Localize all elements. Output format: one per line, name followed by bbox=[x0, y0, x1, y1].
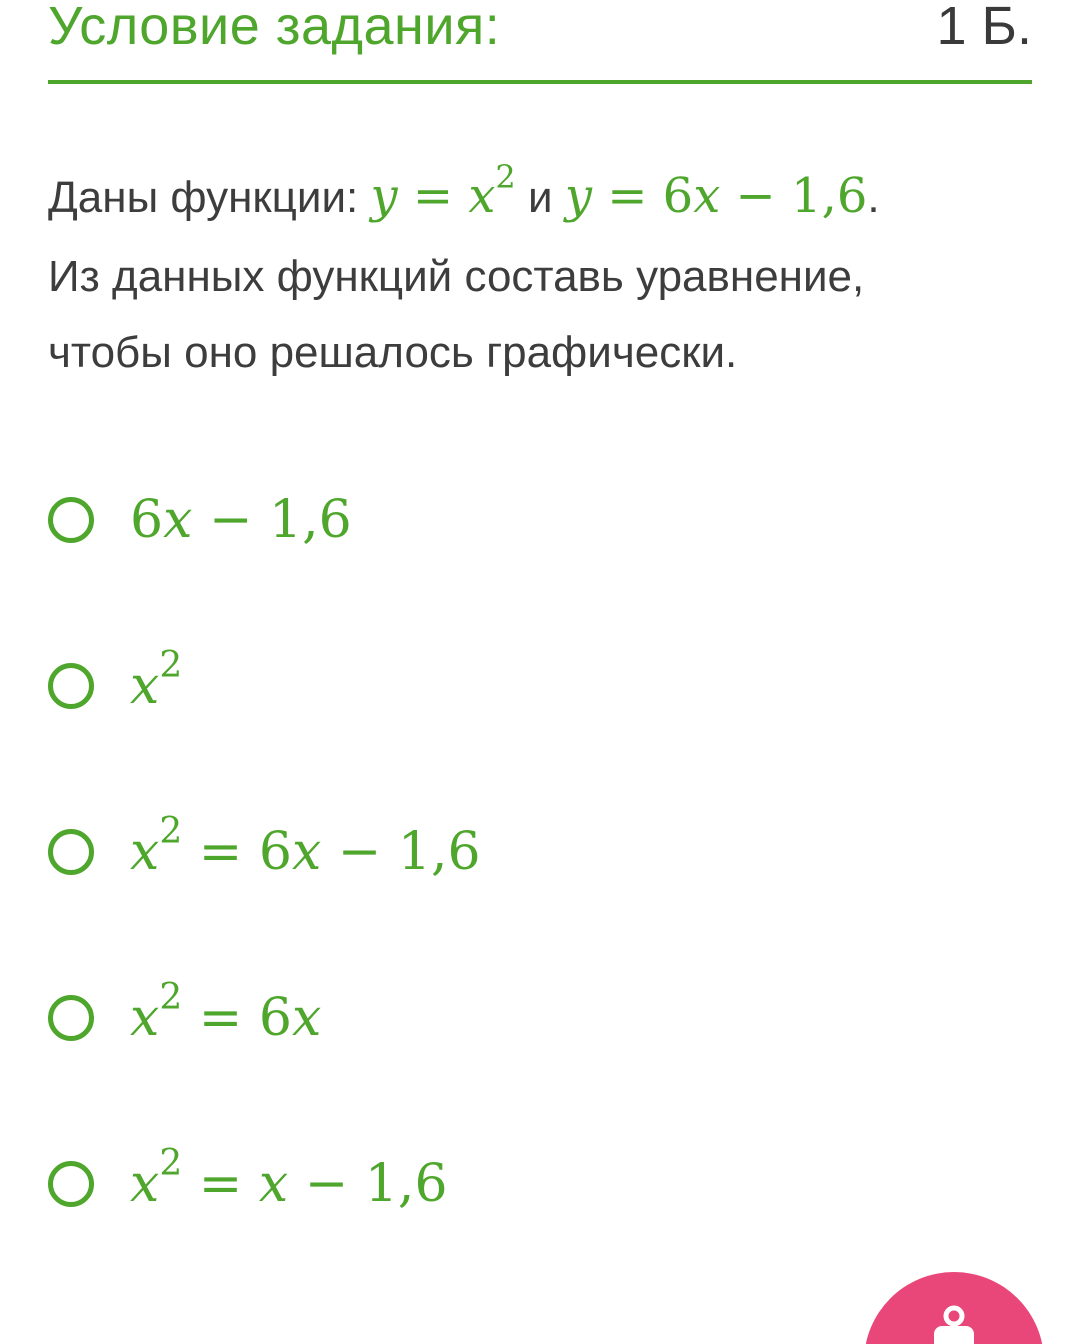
lock-icon bbox=[924, 1304, 984, 1344]
answer-formula: 6x − 1,6 bbox=[130, 490, 352, 550]
radio-icon[interactable] bbox=[48, 663, 94, 709]
question-period: . bbox=[867, 173, 880, 222]
answer-option-3[interactable] bbox=[48, 802, 481, 902]
task-points: 1 Б. bbox=[936, 0, 1032, 56]
answer-formula: $x^2 = 6x$ bbox=[130, 977, 322, 1048]
question-line-1 bbox=[48, 158, 1032, 239]
question-intro: Даны функции: bbox=[48, 173, 371, 222]
answer-formula: $x^2 = x - 1,6$ bbox=[130, 1143, 448, 1214]
answer-formula: $x^2$ bbox=[130, 645, 183, 716]
floating-action-button[interactable] bbox=[864, 1272, 1044, 1344]
radio-icon[interactable] bbox=[48, 829, 94, 875]
question-conjunction: и bbox=[515, 173, 565, 222]
function-1: $y = x^2$ bbox=[370, 158, 516, 224]
task-title: Условие задания: bbox=[48, 0, 501, 56]
question-text bbox=[48, 158, 1032, 391]
function-2: y = 6x − 1,6 bbox=[564, 168, 868, 224]
answer-option-2[interactable] bbox=[48, 636, 182, 736]
radio-icon[interactable] bbox=[48, 497, 94, 543]
radio-icon[interactable] bbox=[48, 995, 94, 1041]
answer-formula: $x^2 = 6x - 1,6$ bbox=[130, 811, 481, 882]
radio-icon[interactable] bbox=[48, 1161, 94, 1207]
answer-option-1[interactable] bbox=[48, 470, 352, 570]
question-line-3: чтобы оно решалось графически. bbox=[48, 328, 738, 377]
answer-option-4[interactable] bbox=[48, 968, 321, 1068]
question-line-2: Из данных функций составь уравнение, bbox=[48, 252, 865, 301]
answer-option-5[interactable] bbox=[48, 1134, 448, 1234]
task-header bbox=[48, 0, 1032, 84]
